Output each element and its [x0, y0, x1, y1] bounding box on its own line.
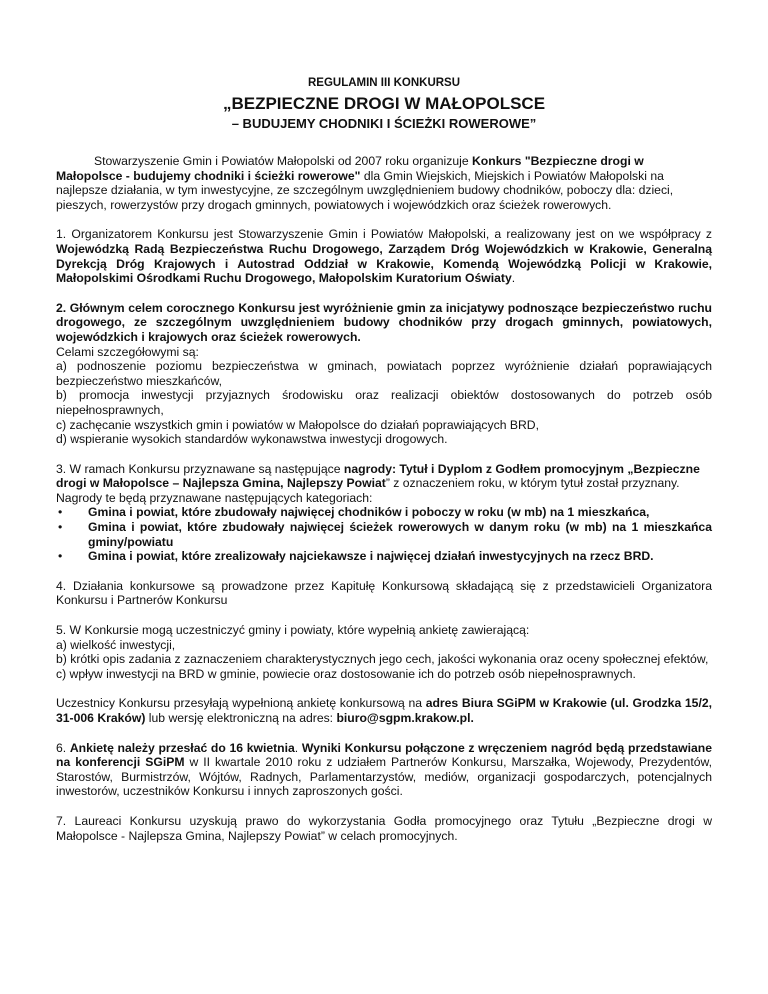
section-2-item-a: a) podnoszenie poziomu bezpieczeństwa w gminach, powiatach poprzez wyróżnienie działań poprawiających bezpieczeństwo mieszkańców, — [56, 359, 712, 388]
list-item: • Gmina i powiat, które zrealizowały najciekawsze i najwięcej działań inwestycyjnych na rzecz BRD. — [58, 549, 654, 564]
doc-subtitle: – BUDUJEMY CHODNIKI I ŚCIEŻKI ROWEROWE” — [231, 116, 537, 131]
section-2-main: 2. Głównym celem corocznego Konkursu jest wyróżnienie gmin za inicjatywy podnoszące bezpieczeństwo ruchu drogowego, ze szczególnym uwzględnieniem budowy chodników przy drogach gminnych, powiatowych, wojewódzkich i krajowych oraz ścieżek rowerowych. — [56, 300, 712, 344]
submission-paragraph: Uczestnicy Konkursu przesyłają wypełnioną ankietę konkursową na adres Biura SGiPM w Krakowie (ul. Grodzka 15/2, 31-006 Kraków) lub wersję elektroniczną na adres: biuro@sgpm.krakow.pl. — [56, 696, 712, 725]
section-3-subheading: Nagrody te będą przyznawane następujących kategoriach: — [56, 490, 373, 505]
bullet-icon: • — [58, 520, 63, 535]
section-4: 4. Działania konkursowe są prowadzone przez Kapitułę Konkursową składającą się z przedstawicieli Organizatora Konkursu i Partnerów Konkursu — [56, 578, 712, 608]
section-2-subheading: Celami szczegółowymi są: — [56, 344, 199, 359]
list-item: • Gmina i powiat, które zbudowały najwięcej ścieżek rowerowych w danym roku (w mb) na 1 mieszkańca gminy/powiatu — [58, 520, 712, 549]
contact-email: biuro@sgpm.krakow.pl. — [336, 711, 474, 725]
section-2 — [56, 301, 712, 447]
section-3-main: 3. W ramach Konkursu przyznawane są następujące nagrody: Tytuł i Dyplom z Godłem promocyjnym „Bezpieczne drogi w Małopolsce – Najlepsza Gmina, Najlepszy Powiat” z oznaczeniem roku, w którym tytuł został przyznany. — [56, 461, 700, 491]
section-2-item-c: c) zachęcanie wszystkich gmin i powiatów w Małopolsce do działań poprawiających BRD, — [56, 417, 539, 432]
section-5-item-c: c) wpływ inwestycji na BRD w gminie, powiecie oraz dostosowanie ich do potrzeb osób niepełnosprawnych. — [56, 666, 636, 681]
category-list — [56, 505, 712, 563]
bullet-icon: • — [58, 505, 63, 520]
section-5-main: 5. W Konkursie mogą uczestniczyć gminy i powiaty, które wypełnią ankietę zawierającą: — [56, 623, 530, 638]
section-3 — [56, 462, 712, 564]
section-2-item-d: d) wspieranie wysokich standardów wykonawstwa inwestycji drogowych. — [56, 432, 448, 447]
doc-title: „BEZPIECZNE DROGI W MAŁOPOLSCE — [222, 94, 546, 113]
section-5-item-b: b) krótki opis zadania z zaznaczeniem charakterystycznych jego cech, jakości wykonania oraz oceny społecznej efektów, — [56, 652, 709, 667]
section-1: 1. Organizatorem Konkursu jest Stowarzyszenie Gmin i Powiatów Małopolski, a realizowany jest on we współpracy z Wojewódzką Radą Bezpieczeństwa Ruchu Drogowego, Zarządem Dróg Wojewódzkich w Krakowie, Generalną Dyrekcją Dróg Krajowych i Autostrad Oddział w Krakowie, Komendą Wojewódzką Policji w Krakowie, Małopolskimi Ośrodkami Ruchu Drogowego, Małopolskim Kuratorium Oświaty. — [56, 227, 712, 286]
section-6: 6. Ankietę należy przesłać do 16 kwietnia. Wyniki Konkursu połączone z wręczeniem nagród będą przedstawiane na konferencji SGiPM w II kwartale 2010 roku z udziałem Partnerów Konkursu, Marszałka, Wojewody, Prezydentów, Starostów, Burmistrzów, Wójtów, Radnych, Parlamentarzystów, mediów, organizacji gospodarczych, potencjalnych inwestorów, uczestników Konkursu i innych zaproszonych gości. — [56, 740, 712, 799]
section-7: 7. Laureaci Konkursu uzyskują prawo do wykorzystania Godła promocyjnego oraz Tytułu „Bezpieczne drogi w Małopolsce - Najlepsza Gmina, Najlepszy Powiat” w celach promocyjnych. — [56, 813, 712, 843]
list-item: • Gmina i powiat, które zbudowały najwięcej chodników i poboczy w roku (w mb) na 1 mieszkańca, — [58, 505, 650, 520]
doc-header-line1: REGULAMIN III KONKURSU — [307, 77, 461, 89]
bullet-icon: • — [58, 549, 63, 564]
intro-paragraph: Stowarzyszenie Gmin i Powiatów Małopolski od 2007 roku organizuje Konkurs "Bezpieczne drogi w Małopolsce - budujemy chodniki i ścieżki rowerowe" dla Gmin Wiejskich, Miejskich i Powiatów Małopolski na najlepsze działania, w tym inwestycyjne, ze szczególnym uwzględnieniem budowy chodników, poboczy dla: dzieci, pieszych, rowerzystów przy drogach gminnych, powiatowych i wojewódzkich oraz ścieżek rowerowych. — [56, 154, 674, 212]
section-5-item-a: a) wielkość inwestycji, — [56, 637, 176, 652]
section-5 — [56, 623, 712, 681]
section-2-item-b: b) promocja inwestycji przyjaznych środowisku oraz realizacji obiektów dostosowanych do potrzeb osób niepełnosprawnych, — [56, 388, 712, 417]
